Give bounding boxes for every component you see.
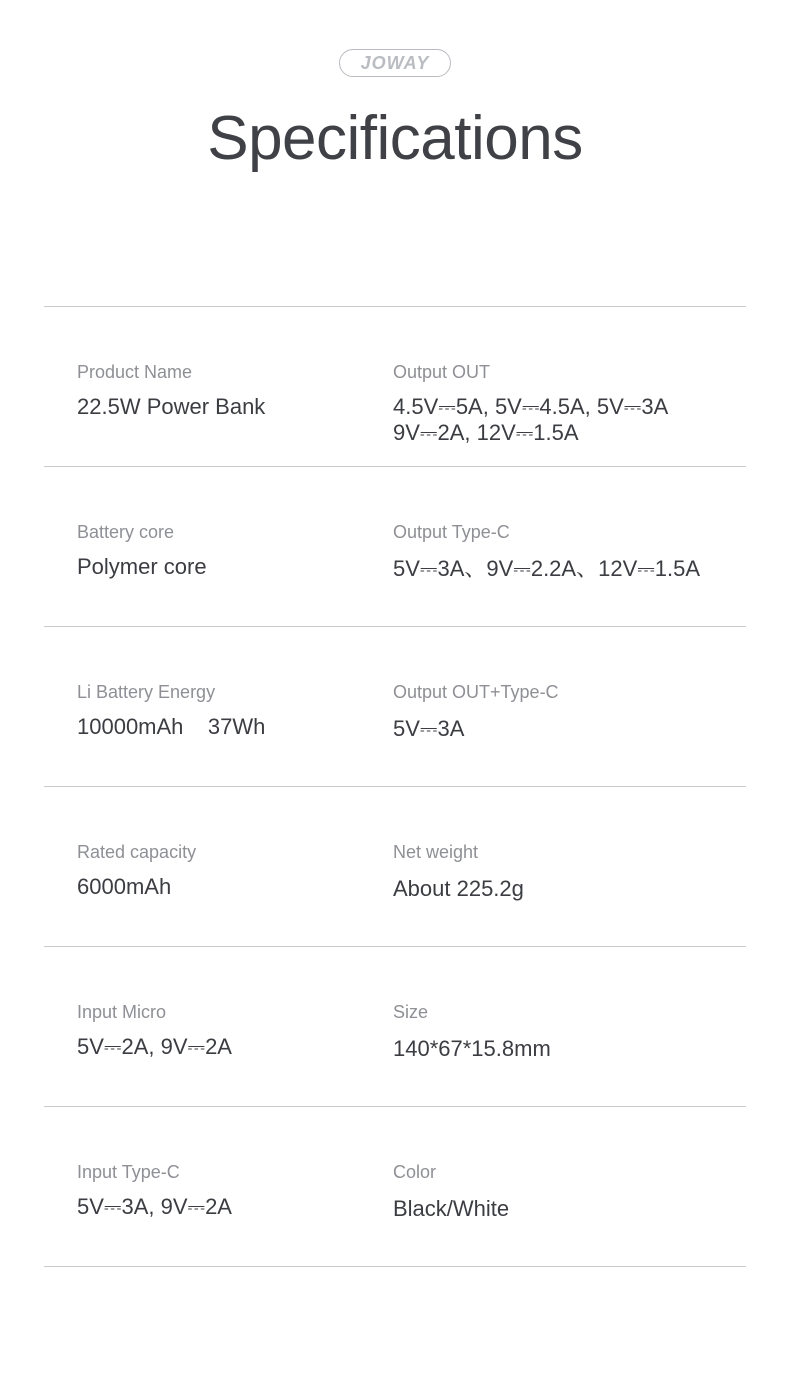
spec-cell-net-weight <box>393 840 743 902</box>
spec-cell-size <box>393 1000 743 1062</box>
spec-cell-color <box>393 1160 743 1222</box>
spec-cell-input-type-c <box>77 1160 377 1220</box>
spec-row <box>44 787 746 947</box>
spec-label: Output OUT+Type-C <box>393 682 559 702</box>
spec-row <box>44 307 746 467</box>
page-title: Specifications <box>207 104 583 173</box>
spec-cell-input-micro <box>77 1000 377 1060</box>
spec-label: Battery core <box>77 522 175 542</box>
spec-value: Polymer core <box>77 554 207 579</box>
spec-value: 5V⎓2A, 9V⎓2A <box>77 1034 232 1059</box>
spec-row <box>44 947 746 1107</box>
spec-label: Output Type-C <box>393 522 510 542</box>
spec-cell-output-out <box>393 360 743 446</box>
spec-cell-product-name <box>77 360 377 420</box>
spec-label: Net weight <box>393 842 479 862</box>
spec-value: 5V⎓3A, 9V⎓2A <box>77 1194 232 1219</box>
spec-label: Input Type-C <box>77 1162 180 1182</box>
spec-table <box>44 306 746 1267</box>
spec-value: 6000mAh <box>77 874 172 899</box>
spec-row <box>44 627 746 787</box>
spec-cell-li-battery-energy <box>77 680 377 740</box>
spec-label: Size <box>393 1002 429 1022</box>
spec-cell-rated-capacity <box>77 840 377 900</box>
spec-value: 140*67*15.8mm <box>393 1036 551 1061</box>
spec-value: 5V⎓3A <box>393 716 465 741</box>
spec-cell-output-type-c <box>393 520 743 582</box>
spec-label: Rated capacity <box>77 842 197 862</box>
spec-label: Color <box>393 1162 437 1182</box>
spec-row <box>44 1107 746 1267</box>
brand-logo-text: JOWAY <box>360 52 430 73</box>
spec-label: Li Battery Energy <box>77 682 216 702</box>
spec-row <box>44 467 746 627</box>
spec-value: 4.5V⎓5A, 5V⎓4.5A, 5V⎓3A 9V⎓2A, 12V⎓1.5A <box>393 394 669 445</box>
spec-label: Product Name <box>77 362 193 382</box>
spec-label: Output OUT <box>393 362 491 382</box>
spec-value: Black/White <box>393 1196 510 1221</box>
spec-cell-battery-core <box>77 520 377 580</box>
spec-label: Input Micro <box>77 1002 167 1022</box>
spec-value: 10000mAh 37Wh <box>77 714 266 739</box>
spec-cell-output-out-type-c <box>393 680 743 742</box>
spec-value: About 225.2g <box>393 876 524 901</box>
brand-logo <box>339 49 451 77</box>
spec-value: 5V⎓3A、9V⎓2.2A、12V⎓1.5A <box>393 556 701 581</box>
spec-value: 22.5W Power Bank <box>77 394 266 419</box>
